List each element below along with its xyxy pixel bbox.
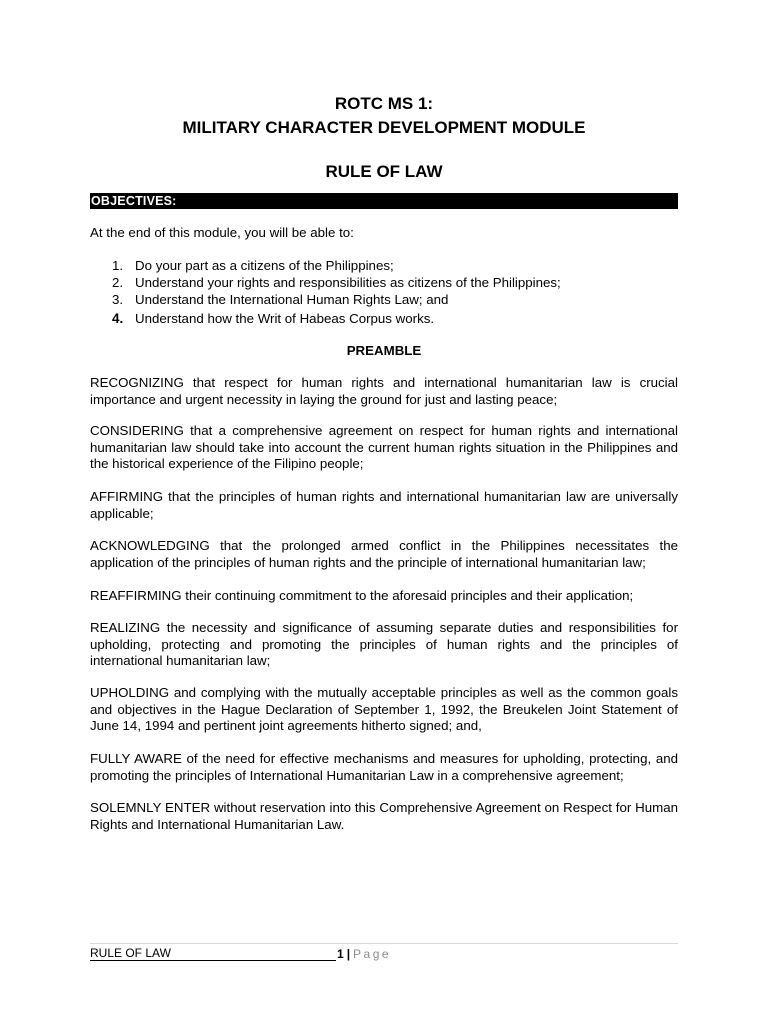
title-block [90,92,678,184]
list-item-text: Do your part as a citizens of the Philippines; [135,258,394,273]
objectives-heading: OBJECTIVES: [90,193,678,209]
objectives-list [90,257,678,327]
preamble-paragraph: FULLY AWARE of the need for effective mechanisms and measures for upholding, protecting, and promoting the principles of International Humanitarian Law in a comprehensive agreement; [90,751,678,783]
list-item-number: 1. [112,258,124,273]
preamble-paragraph: REAFFIRMING their continuing commitment to the aforesaid principles and their application; [90,588,634,603]
preamble-paragraph: SOLEMNLY ENTER without reservation into this Comprehensive Agreement on Respect for Human Rights and International Humanitarian Law. [90,800,678,832]
list-item-number: 4. [112,311,124,326]
preamble-paragraph: CONSIDERING that a comprehensive agreement on respect for human rights and international humanitarian law should take into account the current human rights situation in the Philippines and the historical experience of the Filipino people; [90,423,678,471]
module-title: MILITARY CHARACTER DEVELOPMENT MODULE [182,118,586,137]
list-item [90,291,678,308]
preamble-paragraph: UPHOLDING and complying with the mutually acceptable principles as well as the common goals and objectives in the Hague Declaration of September 1, 1992, the Breukelen Joint Statement of June 14, 1994 and pertinent joint agreements hitherto signed; and, [90,685,678,733]
list-item [90,274,678,291]
preamble-paragraph: REALIZING the necessity and significance of assuming separate duties and responsibilities for upholding, protecting and promoting the principles of human rights and the principles of international humanitarian law; [90,620,678,668]
objectives-intro: At the end of this module, you will be able to: [90,225,354,240]
preamble-heading: PREAMBLE [346,343,422,358]
list-item [90,310,678,327]
list-item-text: Understand how the Writ of Habeas Corpus works. [135,311,435,326]
list-item-text: Understand the International Human Rights Law; and [135,292,449,307]
topic-title: RULE OF LAW [325,162,443,181]
footer-title: RULE OF LAW [90,947,336,961]
preamble-paragraph: RECOGNIZING that respect for human rights and international humanitarian law is crucial importance and urgent necessity in laying the ground for just and lasting peace; [90,375,678,407]
page-footer [90,943,678,966]
list-item [90,257,678,274]
list-item-number: 3. [112,292,124,307]
page-separator: | [346,947,351,961]
page-number: 1 [337,947,344,961]
preamble-paragraph: AFFIRMING that the principles of human rights and international humanitarian law are universally applicable; [90,489,678,521]
page-indicator [337,946,391,962]
page-label: Page [353,947,392,961]
list-item-number: 2. [112,275,124,290]
module-code: ROTC MS 1: [334,94,434,113]
preamble-paragraph: ACKNOWLEDGING that the prolonged armed conflict in the Philippines necessitates the application of the principles of human rights and the principle of international humanitarian law; [90,538,678,570]
list-item-text: Understand your rights and responsibilities as citizens of the Philippines; [135,275,561,290]
